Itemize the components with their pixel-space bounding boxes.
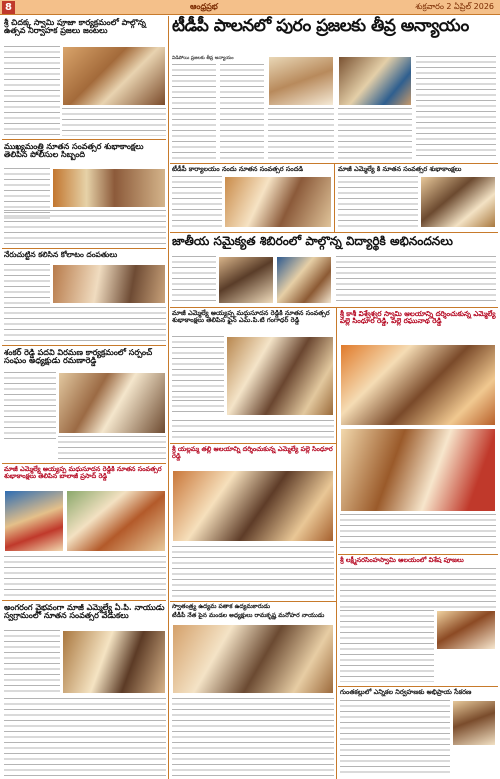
headline-a13: శ్రీ లక్ష్మీనరసింహస్వామి ఆలయంలో విశేష పూజలు — [340, 556, 464, 564]
article-body-a5 — [4, 556, 166, 596]
photo-a13 — [436, 610, 496, 650]
headline-a1: శ్రీ చిదక్క స్వామి పూజా కార్యక్రమంలో పాల్గొన్న ఉత్సవ నిర్వాహక ప్రజలు జంటలు — [4, 17, 146, 36]
headline-a10: మాజీ ఎమ్మెల్యే అయ్యప్ప మధుసూదన రెడ్డికి నూతన సంవత్సర శుభాకాంక్షలు తెలిపిన ఫైన్ ఎమ్.పి.టి గంగాధర్ రెడ్డి — [172, 309, 330, 324]
photo-a9b — [276, 256, 332, 304]
article-body-a15 — [172, 698, 334, 776]
photo-a6 — [62, 630, 166, 694]
photo-a16 — [452, 700, 496, 746]
page-number: 8 — [2, 1, 15, 14]
article-body-a16 — [340, 700, 450, 776]
headline-a2: ముఖ్యమంత్రి నూతన సంవత్సర శుభాకాంక్షలు తెలిపిన పోలీసుల సిబ్బంది — [4, 141, 144, 160]
photo-a7 — [224, 176, 332, 228]
photo-a8 — [420, 176, 496, 228]
page-header — [0, 0, 500, 15]
headline-a15: టీడీపీ నేత పైన మండల అధ్యక్షులు రామకృష్ణ మనోహర నాయుడు — [172, 612, 325, 619]
headline-a5: మాజీ ఎమ్మెల్యే అయ్యప్ప మధుసూదన రెడ్డికి నూతన సంవత్సర శుభాకాంక్షలు తెలిపిన బాలాజీ ప్రసాద్ రెడ్డి — [4, 465, 162, 480]
column-divider — [168, 16, 169, 779]
lead-kicker: విడిపోయి ప్రజలకు తీవ్ర అన్యాయం — [172, 56, 234, 61]
article-body-a4b — [58, 436, 166, 460]
article-body-a11 — [340, 514, 496, 552]
divider — [2, 139, 166, 140]
headline-a6: అంగరంగ వైభవంగా మాజీ ఎమ్మెల్యే ఏ.పి. నాయుడు స్వగ్రామంలో నూతన సంవత్సర వేడుకలు — [4, 602, 165, 621]
article-body-a10b — [172, 400, 224, 416]
divider — [170, 601, 336, 602]
article-body-a2b — [4, 210, 166, 244]
lead-headline-box — [172, 18, 496, 54]
photo-a2 — [52, 168, 166, 208]
divider — [2, 463, 166, 464]
headline-a14: స్వాతంత్ర్య ఉద్యమ పతాక ఉద్యమకారుడు — [172, 603, 271, 610]
headline-a4: శంకర్ రెడ్డి పదవి విరమణ కార్యక్రమంలో సర్పంచ్ సంఘం అధ్యక్షుడు రమణారెడ్డి — [4, 347, 153, 366]
divider — [338, 686, 498, 687]
lead-headline: టీడీపీ పాలనలో పురం ప్రజలకు తీవ్ర అన్యాయం — [172, 16, 469, 36]
divider — [2, 345, 166, 346]
headline-a16: గుంతకల్లులో ఎన్నికల నిర్వహణకు అభిప్రాయ సేకరణ — [340, 688, 472, 696]
photo-a9a — [218, 256, 274, 304]
lead-body-col2 — [220, 64, 264, 160]
article-body-a10 — [172, 336, 224, 398]
photo-a10 — [226, 336, 334, 416]
photo-a5a — [4, 490, 64, 552]
divider — [2, 600, 166, 601]
divider — [170, 307, 498, 308]
article-body-a10c — [172, 420, 334, 440]
article-body-a6 — [4, 630, 60, 694]
article-body-a4 — [4, 372, 56, 442]
lead-body-col5 — [338, 108, 412, 160]
article-body-a7 — [172, 176, 222, 228]
article-body-a6b — [4, 698, 166, 776]
photo-a5b — [66, 490, 166, 552]
lead-body-col4 — [416, 56, 496, 160]
headline-a12: శ్రీ యల్లమ్మ తల్లి ఆలయాన్ని దర్శించుకున్న ఎమ్మెల్యే పల్లె సింధూర రెడ్డి — [172, 445, 333, 460]
column-divider — [336, 308, 337, 779]
divider — [170, 443, 336, 444]
headline-a8: మాజీ ఎమ్మెల్యే కి నూతన సంవత్సర శుభాకాంక్షలు — [338, 165, 462, 173]
article-body-a9 — [172, 256, 216, 304]
headline-a7: టీడీపీ కార్యాలయం నందు నూతన సంవత్సర సందడి — [172, 165, 304, 173]
newspaper-name: ఆంధ్రప్రభ — [190, 2, 218, 11]
article-body-a1b — [62, 108, 166, 136]
column-divider — [334, 164, 335, 232]
article-body-a12 — [172, 546, 334, 598]
divider — [170, 232, 498, 233]
lead-body-col3 — [268, 108, 334, 160]
photo-a4 — [58, 372, 166, 434]
lead-body-col1 — [172, 64, 216, 160]
article-body-a3 — [4, 264, 50, 304]
lead-photo-portrait — [268, 56, 334, 106]
article-body-a13 — [340, 568, 496, 608]
issue-date: శుక్రవారం 2 ఏప్రిల్ 2026 — [415, 2, 494, 11]
photo-a1 — [62, 46, 166, 106]
article-body-a8 — [338, 176, 418, 228]
photo-a11 — [340, 344, 496, 426]
headline-a9: జాతీయ సమైక్యత శిబిరంలో పాల్గొన్న విద్యార్థికి అభినందనలు — [172, 234, 453, 248]
article-body-a1 — [4, 46, 60, 136]
divider — [2, 248, 166, 249]
photo-a12 — [172, 470, 334, 542]
headline-a11: శ్రీ కాశీ విశ్వేశ్వర స్వామి ఆలయాన్ని దర్శించుకున్న ఎమ్మెల్యే పల్లె సింధూర రెడ్డి, పల్లె రఘునాథ రెడ్డి — [340, 309, 496, 326]
divider — [338, 554, 498, 555]
article-body-a3b — [4, 307, 166, 341]
photo-a15 — [172, 624, 334, 694]
article-body-a9b — [336, 256, 496, 304]
photo-a3 — [52, 264, 166, 304]
photo-a11b — [340, 428, 496, 512]
headline-a3: నేరుచుట్టిన కలిసిన కోలాటం దంపతులు — [4, 250, 118, 259]
lead-photo-group — [338, 56, 412, 106]
article-body-a13b — [340, 610, 434, 682]
